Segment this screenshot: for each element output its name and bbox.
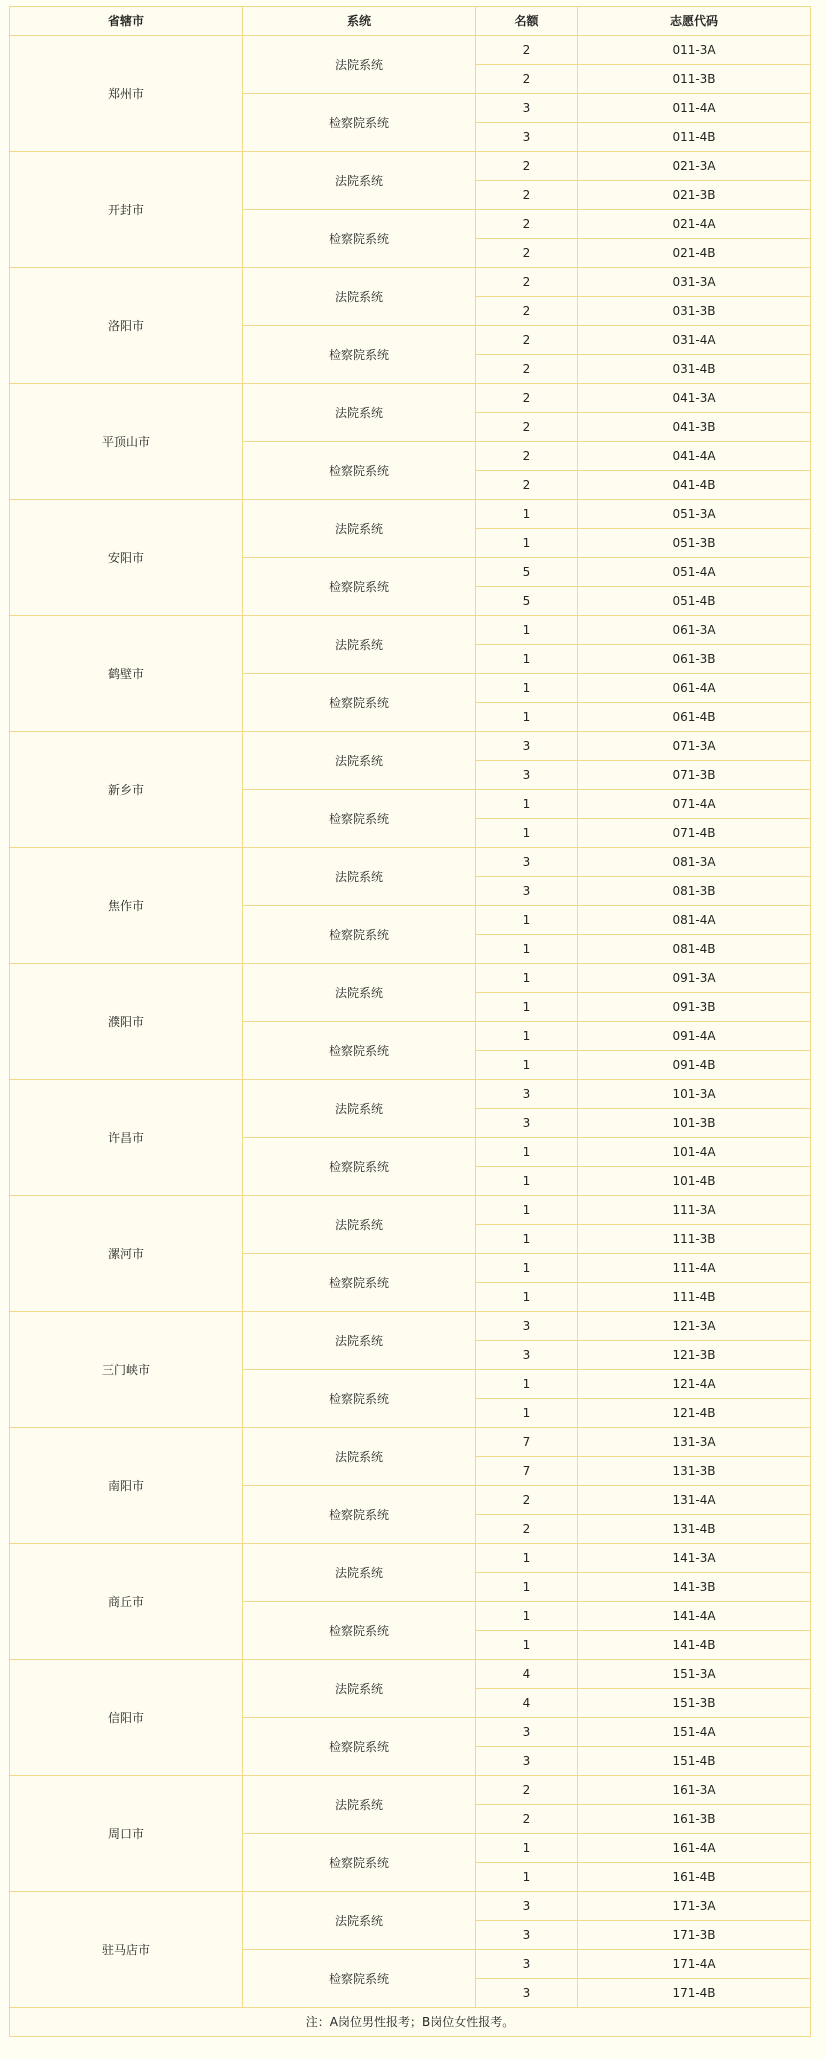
quota-cell: 2 [476,1776,578,1805]
code-cell: 131-3A [578,1428,811,1457]
quota-cell: 1 [476,935,578,964]
code-cell: 031-4A [578,326,811,355]
system-cell: 检察院系统 [243,326,476,384]
system-cell: 法院系统 [243,964,476,1022]
system-cell: 检察院系统 [243,790,476,848]
system-cell: 法院系统 [243,1544,476,1602]
code-cell: 161-4A [578,1834,811,1863]
system-cell: 检察院系统 [243,906,476,964]
quota-cell: 1 [476,1573,578,1602]
quota-cell: 3 [476,1747,578,1776]
code-cell: 171-3A [578,1892,811,1921]
code-cell: 151-4B [578,1747,811,1776]
code-cell: 121-4B [578,1399,811,1428]
quota-cell: 5 [476,587,578,616]
code-cell: 101-3A [578,1080,811,1109]
code-cell: 101-4A [578,1138,811,1167]
quota-table [9,6,811,2037]
code-cell: 041-4B [578,471,811,500]
quota-cell: 1 [476,1602,578,1631]
city-cell: 南阳市 [10,1428,243,1544]
quota-cell: 2 [476,471,578,500]
city-cell: 周口市 [10,1776,243,1892]
code-cell: 141-3A [578,1544,811,1573]
system-cell: 法院系统 [243,1776,476,1834]
code-cell: 161-3A [578,1776,811,1805]
code-cell: 131-4A [578,1486,811,1515]
quota-cell: 3 [476,94,578,123]
header-code: 志愿代码 [578,7,811,36]
city-cell: 鹤壁市 [10,616,243,732]
code-cell: 091-4A [578,1022,811,1051]
quota-cell: 3 [476,123,578,152]
quota-cell: 3 [476,1080,578,1109]
quota-cell: 2 [476,1486,578,1515]
quota-cell: 4 [476,1660,578,1689]
quota-cell: 2 [476,239,578,268]
quota-cell: 1 [476,1834,578,1863]
code-cell: 111-4A [578,1254,811,1283]
code-cell: 061-4A [578,674,811,703]
code-cell: 141-4B [578,1631,811,1660]
system-cell: 检察院系统 [243,1486,476,1544]
code-cell: 051-3B [578,529,811,558]
code-cell: 021-4B [578,239,811,268]
quota-cell: 2 [476,297,578,326]
code-cell: 081-3B [578,877,811,906]
table-row [10,152,811,181]
code-cell: 061-4B [578,703,811,732]
code-cell: 061-3A [578,616,811,645]
quota-cell: 3 [476,1921,578,1950]
city-cell: 郑州市 [10,36,243,152]
system-cell: 检察院系统 [243,94,476,152]
city-cell: 开封市 [10,152,243,268]
code-cell: 171-4A [578,1950,811,1979]
system-cell: 法院系统 [243,616,476,674]
system-cell: 检察院系统 [243,1022,476,1080]
quota-cell: 4 [476,1689,578,1718]
system-cell: 法院系统 [243,36,476,94]
system-cell: 检察院系统 [243,558,476,616]
code-cell: 121-3A [578,1312,811,1341]
code-cell: 031-3A [578,268,811,297]
quota-cell: 1 [476,500,578,529]
code-cell: 061-3B [578,645,811,674]
code-cell: 151-3A [578,1660,811,1689]
quota-cell: 3 [476,732,578,761]
code-cell: 141-4A [578,1602,811,1631]
quota-cell: 1 [476,1370,578,1399]
system-cell: 法院系统 [243,152,476,210]
code-cell: 081-4A [578,906,811,935]
table-row [10,1776,811,1805]
system-cell: 检察院系统 [243,1254,476,1312]
code-cell: 051-4B [578,587,811,616]
quota-cell: 2 [476,181,578,210]
quota-cell: 1 [476,964,578,993]
system-cell: 检察院系统 [243,1718,476,1776]
quota-cell: 3 [476,1312,578,1341]
quota-cell: 1 [476,645,578,674]
code-cell: 071-4B [578,819,811,848]
quota-cell: 1 [476,1863,578,1892]
code-cell: 121-4A [578,1370,811,1399]
city-cell: 焦作市 [10,848,243,964]
quota-cell: 1 [476,1225,578,1254]
table-row [10,1196,811,1225]
table-row [10,1428,811,1457]
city-cell: 三门峡市 [10,1312,243,1428]
system-cell: 检察院系统 [243,1834,476,1892]
system-cell: 法院系统 [243,1892,476,1950]
quota-cell: 1 [476,993,578,1022]
city-cell: 信阳市 [10,1660,243,1776]
code-cell: 111-3A [578,1196,811,1225]
table-row [10,1660,811,1689]
code-cell: 151-3B [578,1689,811,1718]
quota-cell: 1 [476,819,578,848]
table-row [10,1080,811,1109]
code-cell: 031-4B [578,355,811,384]
quota-cell: 3 [476,1979,578,2008]
city-cell: 许昌市 [10,1080,243,1196]
quota-cell: 3 [476,877,578,906]
footnote: 注：A岗位男性报考；B岗位女性报考。 [10,2008,811,2037]
table-body [10,36,811,2008]
system-cell: 检察院系统 [243,210,476,268]
table-row [10,36,811,65]
quota-cell: 1 [476,1022,578,1051]
quota-cell: 1 [476,790,578,819]
code-cell: 131-3B [578,1457,811,1486]
code-cell: 161-3B [578,1805,811,1834]
quota-cell: 1 [476,1196,578,1225]
system-cell: 法院系统 [243,268,476,326]
system-cell: 法院系统 [243,500,476,558]
code-cell: 071-3B [578,761,811,790]
code-cell: 121-3B [578,1341,811,1370]
code-cell: 041-3A [578,384,811,413]
quota-cell: 3 [476,1718,578,1747]
city-cell: 驻马店市 [10,1892,243,2008]
code-cell: 141-3B [578,1573,811,1602]
quota-table-container [9,6,810,2037]
system-cell: 法院系统 [243,1660,476,1718]
code-cell: 021-3B [578,181,811,210]
system-cell: 检察院系统 [243,1602,476,1660]
quota-cell: 1 [476,1283,578,1312]
quota-cell: 2 [476,152,578,181]
quota-cell: 2 [476,413,578,442]
table-row [10,268,811,297]
quota-cell: 1 [476,1051,578,1080]
city-cell: 漯河市 [10,1196,243,1312]
code-cell: 051-4A [578,558,811,587]
quota-cell: 1 [476,1544,578,1573]
quota-cell: 3 [476,848,578,877]
table-row [10,1312,811,1341]
quota-cell: 1 [476,1138,578,1167]
system-cell: 检察院系统 [243,1950,476,2008]
code-cell: 021-3A [578,152,811,181]
quota-cell: 3 [476,1892,578,1921]
code-cell: 011-4B [578,123,811,152]
header-row [10,7,811,36]
quota-cell: 5 [476,558,578,587]
quota-cell: 1 [476,1399,578,1428]
code-cell: 041-3B [578,413,811,442]
quota-cell: 2 [476,65,578,94]
table-row [10,964,811,993]
quota-cell: 2 [476,36,578,65]
code-cell: 071-3A [578,732,811,761]
quota-cell: 1 [476,1167,578,1196]
quota-cell: 3 [476,1341,578,1370]
quota-cell: 3 [476,1950,578,1979]
system-cell: 法院系统 [243,848,476,906]
system-cell: 法院系统 [243,732,476,790]
system-cell: 法院系统 [243,1196,476,1254]
code-cell: 081-3A [578,848,811,877]
code-cell: 071-4A [578,790,811,819]
system-cell: 检察院系统 [243,1138,476,1196]
note-row [10,2008,811,2037]
code-cell: 111-3B [578,1225,811,1254]
quota-cell: 1 [476,674,578,703]
quota-cell: 2 [476,268,578,297]
code-cell: 101-3B [578,1109,811,1138]
quota-cell: 7 [476,1457,578,1486]
quota-cell: 2 [476,1805,578,1834]
city-cell: 新乡市 [10,732,243,848]
quota-cell: 2 [476,210,578,239]
code-cell: 051-3A [578,500,811,529]
code-cell: 041-4A [578,442,811,471]
header-quota: 名额 [476,7,578,36]
system-cell: 法院系统 [243,1080,476,1138]
quota-cell: 7 [476,1428,578,1457]
header-city: 省辖市 [10,7,243,36]
code-cell: 091-3A [578,964,811,993]
system-cell: 检察院系统 [243,674,476,732]
quota-cell: 2 [476,326,578,355]
city-cell: 商丘市 [10,1544,243,1660]
quota-cell: 1 [476,529,578,558]
quota-cell: 3 [476,761,578,790]
quota-cell: 2 [476,384,578,413]
city-cell: 濮阳市 [10,964,243,1080]
code-cell: 151-4A [578,1718,811,1747]
code-cell: 091-3B [578,993,811,1022]
code-cell: 011-3B [578,65,811,94]
code-cell: 171-3B [578,1921,811,1950]
quota-cell: 1 [476,1254,578,1283]
code-cell: 101-4B [578,1167,811,1196]
code-cell: 171-4B [578,1979,811,2008]
code-cell: 031-3B [578,297,811,326]
quota-cell: 2 [476,1515,578,1544]
code-cell: 011-3A [578,36,811,65]
quota-cell: 1 [476,906,578,935]
quota-cell: 1 [476,616,578,645]
table-row [10,1892,811,1921]
system-cell: 检察院系统 [243,442,476,500]
table-row [10,732,811,761]
system-cell: 检察院系统 [243,1370,476,1428]
quota-cell: 2 [476,442,578,471]
quota-cell: 3 [476,1109,578,1138]
quota-cell: 1 [476,1631,578,1660]
table-row [10,616,811,645]
header-system: 系统 [243,7,476,36]
city-cell: 安阳市 [10,500,243,616]
table-row [10,1544,811,1573]
code-cell: 081-4B [578,935,811,964]
code-cell: 161-4B [578,1863,811,1892]
system-cell: 法院系统 [243,1312,476,1370]
city-cell: 平顶山市 [10,384,243,500]
code-cell: 021-4A [578,210,811,239]
table-row [10,384,811,413]
quota-cell: 1 [476,703,578,732]
code-cell: 131-4B [578,1515,811,1544]
table-row [10,500,811,529]
system-cell: 法院系统 [243,1428,476,1486]
table-row [10,848,811,877]
code-cell: 111-4B [578,1283,811,1312]
quota-cell: 2 [476,355,578,384]
code-cell: 091-4B [578,1051,811,1080]
code-cell: 011-4A [578,94,811,123]
city-cell: 洛阳市 [10,268,243,384]
system-cell: 法院系统 [243,384,476,442]
